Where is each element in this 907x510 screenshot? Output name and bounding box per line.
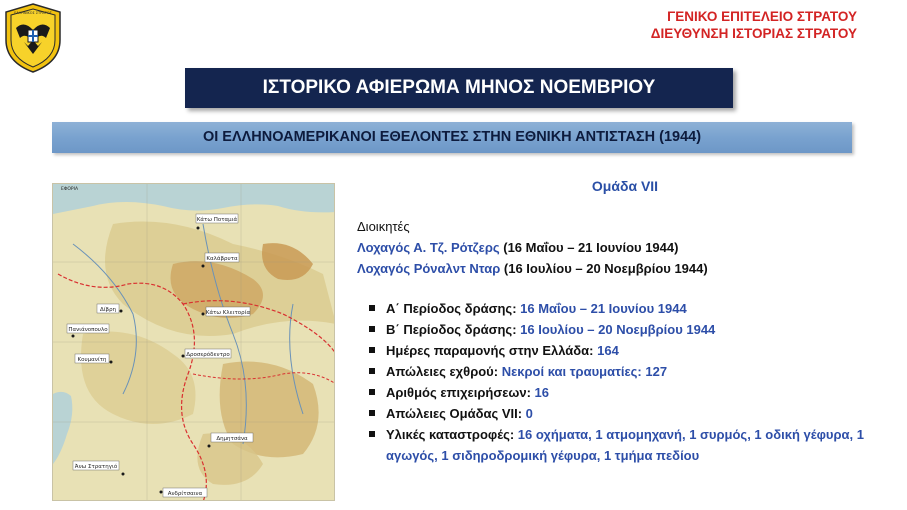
map-label-ano-stratigio: Άνω Στρατηγιό bbox=[74, 464, 118, 470]
fact-label: Απώλειες εχθρού: bbox=[386, 364, 502, 379]
commander-period: (16 Ιουλίου – 20 Νοεμβρίου 1944) bbox=[503, 261, 708, 276]
map-label-kato-potamia: Κάτω Ποταμιά bbox=[196, 217, 238, 223]
commander-period: (16 Μαΐου – 21 Ιουνίου 1944) bbox=[503, 240, 679, 255]
fact-value: 16 Μαΐου – 21 Ιουνίου 1944 bbox=[520, 301, 687, 316]
fact-value: 164 bbox=[597, 343, 619, 358]
fact-item bbox=[368, 424, 888, 466]
historical-map bbox=[52, 183, 335, 501]
fact-value: 16 οχήματα, 1 ατμομηχανή, 1 συρμός, 1 οδική γέφυρα, 1 αγωγός, 1 σιδηροδρομική γέφυρα, 1 τμήμα πεδίου bbox=[386, 427, 864, 463]
fact-item bbox=[368, 319, 888, 340]
org-line-2: ΔΙΕΥΘΥΝΣΗ ΙΣΤΟΡΙΑΣ ΣΤΡΑΤΟΥ bbox=[650, 26, 857, 41]
fact-item bbox=[368, 403, 888, 424]
map-label-droserodentro: Δροσερόδεντρο bbox=[186, 352, 230, 358]
fact-value: 0 bbox=[525, 406, 533, 421]
fact-value: 16 Ιουλίου – 20 Νοεμβρίου 1944 bbox=[520, 322, 716, 337]
fact-label: Απώλειες Ομάδας VII: bbox=[386, 406, 526, 421]
map-label-kalavryta: Καλάβρυτα bbox=[206, 256, 238, 262]
fact-label: Αριθμός επιχειρήσεων: bbox=[386, 385, 535, 400]
fact-item bbox=[368, 361, 888, 382]
fact-label: Ημέρες παραμονής στην Ελλάδα: bbox=[386, 343, 598, 358]
map-label-kato-kleitoria: Κάτω Κλειτορία bbox=[205, 310, 251, 316]
commander-name: Λοχαγός Ρόναλντ Νταρ bbox=[357, 261, 501, 276]
fact-item bbox=[368, 382, 888, 403]
organization-name bbox=[651, 8, 857, 42]
army-logo bbox=[2, 2, 64, 74]
commander-name: Λοχαγός Α. Τζ. Ρότζερς bbox=[357, 240, 500, 255]
fact-label: Β΄ Περίοδος δράσης: bbox=[386, 322, 521, 337]
fact-item bbox=[368, 340, 888, 361]
map-label-panianopoulo: Πανιάνοπουλο bbox=[68, 327, 108, 333]
fact-label: Υλικές καταστροφές: bbox=[386, 427, 518, 442]
commander-row bbox=[357, 237, 708, 258]
commanders-label: Διοικητές bbox=[357, 219, 410, 234]
org-line-1: ΓΕΝΙΚΟ ΕΠΙΤΕΛΕΙΟ ΣΤΡΑΤΟΥ bbox=[667, 9, 857, 24]
facts-list bbox=[368, 298, 888, 466]
fact-label: Α΄ Περίοδος δράσης: bbox=[386, 301, 521, 316]
map-label-andritsaina: Ανδρίτσαινα bbox=[167, 491, 203, 497]
map-label-divri: Δίβρη bbox=[99, 307, 117, 313]
group-title: Ομάδα VII bbox=[591, 178, 659, 194]
map-label-eforia: ΕΦΟΡΙΑ bbox=[61, 187, 79, 192]
subtitle-banner: ΟΙ ΕΛΛΗΝΟΑΜΕΡΙΚΑΝΟΙ ΕΘΕΛΟΝΤΕΣ ΣΤΗΝ ΕΘΝΙΚΗ ΑΝΤΙΣΤΑΣΗ (1944) bbox=[52, 122, 852, 153]
fact-item bbox=[368, 298, 888, 319]
commander-row bbox=[357, 258, 708, 279]
fact-value: Νεκροί και τραυματίες: 127 bbox=[501, 364, 668, 379]
main-title-banner: ΙΣΤΟΡΙΚΟ ΑΦΙΕΡΩΜΑ ΜΗΝΟΣ ΝΟΕΜΒΡΙΟΥ bbox=[185, 68, 733, 108]
fact-value: 16 bbox=[534, 385, 550, 400]
map-label-dimitsana: Δημητσάνα bbox=[216, 436, 248, 442]
map-label-koumaniti: Κουμανίτη bbox=[77, 357, 107, 363]
logo-lettering: ΕΛΛΗΝΙΚΟΣ ΣΤΡΑΤΟΣ bbox=[14, 11, 52, 15]
commanders-block bbox=[357, 216, 708, 279]
